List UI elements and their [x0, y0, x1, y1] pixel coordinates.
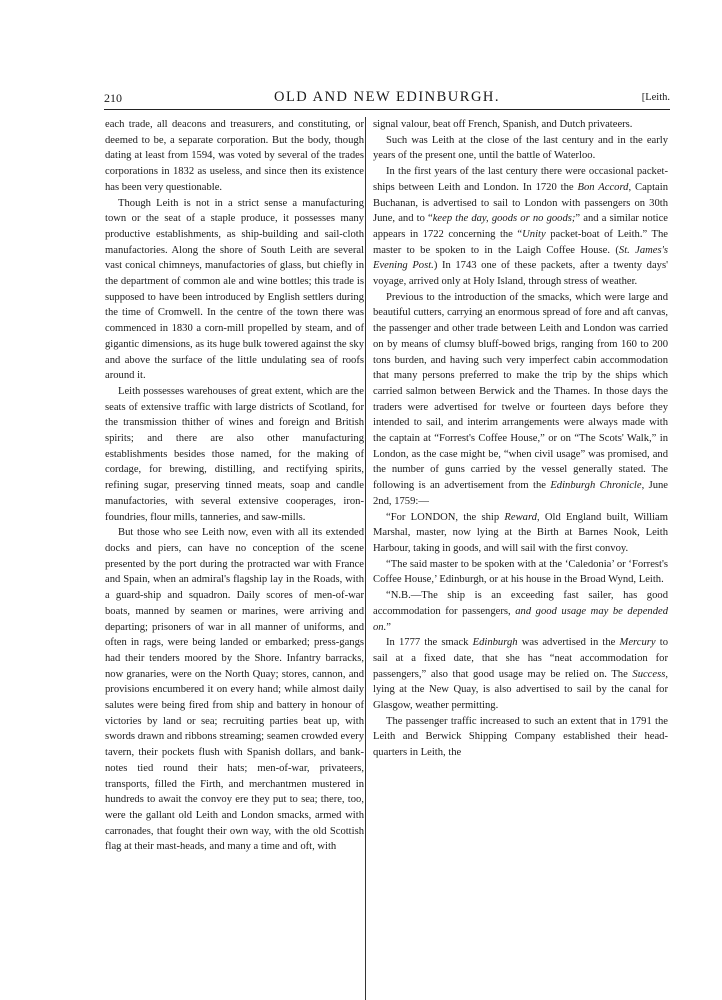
section-label: [Leith. [641, 92, 670, 103]
right-column [373, 117, 668, 761]
page-number: 210 [104, 91, 122, 105]
paragraph: In 1777 the smack Edinburgh was advertised in the Mercury to sail at a fixed date, that she has “neat accommodation for passengers,” also that good usage may be relied on. The Success, lying at the New Quay, is also advertised to sail by the canal for Glasgow, weather permitting. [373, 637, 668, 712]
column-rule [365, 117, 366, 1000]
paragraph: “N.B.—The ship is an exceeding fast sailer, has good accommodation for passengers, and good usage may be depended on.” [373, 590, 669, 633]
left-column [105, 117, 364, 855]
paragraph: But those who see Leith now, even with all its extended docks and piers, can have no conception of the scene presented by the port during the protracted war with France and Spain, when an admiral's flagship lay in the Roads, with a guard-ship and squadron. Daily scores of men-of-war boats, manned by seamen or marines, were arriving and departing; prisoners of war in all manner of uniforms, and often in rags, were being landed or embarked; press-gangs had their tenders moored by the Shore. Infantry barracks, now granaries, were on the North Quay; stores, cannon, and provisions encumbered it on every hand; while almost daily salutes were being fired from ship and battery in honour of victories by land or sea; recruiting parties beat up, with swords drawn and ribbons streaming; seamen crowded every tavern, their pockets flush with Spanish dollars, and bank-notes tied round their hats; men-of-war, privateers, transports, filled the Firth, and merchantmen mustered in hundreds to await the convoy ere they put to sea; there, too, were the gallant old Leith and London smacks, armed with carronades, that fought their own way, with the old Scottish flag at their mast-heads, and many a time and oft, with [105, 527, 364, 853]
paragraph: Previous to the introduction of the smacks, which were large and beautiful cutters, carrying an enormous spread of fore and aft canvas, the passenger and other trade between Leith and London was carried on by means of clumsy bluff-bowed brigs, ranging from 160 to 200 tons burden, and having such very imperfect cabin accommodation that many persons preferred to make the trip by the ships which carried salmon between Berwick and the Thames. In those days the traders were advertised for twelve or fourteen days before they intended to sail, and interim arrangements were always made with the captain at “Forrest's Coffee House,” or on “The Scots' Walk,” in London, as the case might be, “when civil usage” was promised, and the number of guns carried by the vessel generally stated. The following is an advertisement from the Edinburgh Chronicle, June 2nd, 1759:— [373, 291, 668, 507]
paragraph: In the first years of the last century there were occasional packet-ships between Leith and London. In 1720 the Bon Accord, Captain Buchanan, is advertised to sail to London with passengers on 30th June, and to “keep the day, goods or no goods;” and a similar notice appears in 1722 concerning the “Unity packet-boat of Leith.” The master to be spoken to in the Laigh Coffee House. (St. James's Evening Post.) In 1743 one of these packets, after a twenty days' voyage, arrived only at Holy Island, through stress of weather. [373, 166, 669, 288]
paragraph: Such was Leith at the close of the last century and in the early years of the present one, until the battle of Waterloo. [373, 134, 668, 162]
paragraph: “The said master to be spoken with at the ‘Caledonia’ or ‘Forrest's Coffee House,’ Edinburgh, or at his house in the Broad Wynd, Leith. [373, 558, 668, 586]
running-title: OLD AND NEW EDINBURGH. [273, 89, 501, 105]
paragraph: Though Leith is not in a strict sense a manufacturing town or the seat of a staple produce, it possesses many productive establishments, as ship-building and sail-cloth manufactories. Along the shore of South Leith are several vast conical chimneys, manufactories of glass, but chiefly in the department of common ale and wine bottles; this trade is supposed to have been introduced by English settlers during the time of Cromwell. In the centre of the town there was commenced in 1830 a corn-mill propelled by steam, and of gigantic dimensions, as its huge bulk towered against the sky and above the surface of the little undulating sea of roofs around it. [105, 197, 364, 382]
page-header [104, 91, 670, 110]
paragraph: “For LONDON, the ship Reward, Old England built, William Marshal, master, now lying at the Birth at Barnes Nook, Leith Harbour, taking in goods, and will sail with the first convoy. [373, 511, 668, 554]
paragraph: each trade, all deacons and treasurers, and constituting, or deemed to be, a separate corporation. But the body, though dating at least from 1594, was voted by several of the trades corporations in 1832 as useless, and since then its existence has been very questionable. [105, 119, 364, 193]
paragraph: signal valour, beat off French, Spanish, and Dutch privateers. [373, 119, 633, 130]
paragraph: Leith possesses warehouses of great extent, which are the seats of extensive traffic with large districts of Scotland, for the transmission thither of wines and foreign and British spirits; and there are also other manufacturing establishments besides those named, for the making of cordage, for brewing, distilling, and rectifying spirits, refining sugar, preserving tinned meats, soap and candle manufactories, with several extensive cooperages, iron-foundries, flour mills, tanneries, and saw-mills. [105, 385, 364, 523]
paragraph: The passenger traffic increased to such an extent that in 1791 the Leith and Berwick Shipping Company established their head-quarters in Leith, the [373, 715, 668, 759]
